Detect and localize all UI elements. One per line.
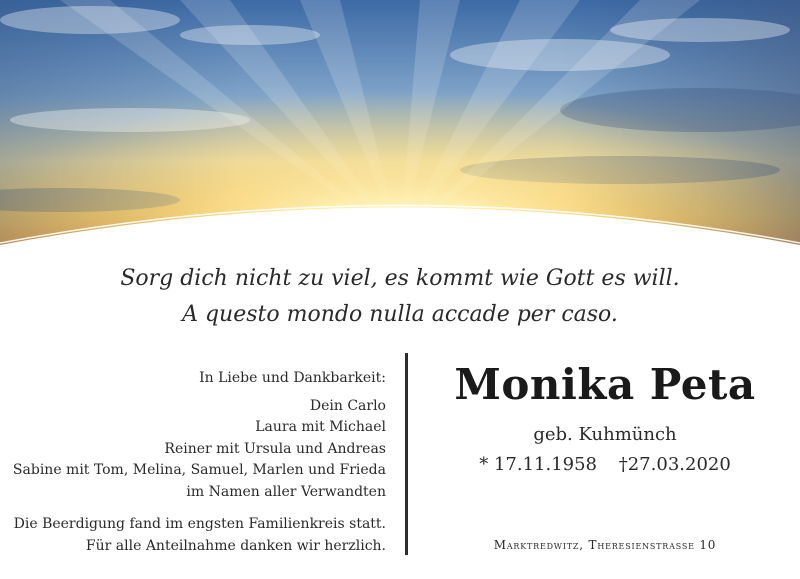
mourner-line: im Namen aller Verwandten [186,483,386,500]
birth-star-icon: * [479,454,489,475]
death-date: 27.03.2020 [627,454,731,475]
mourner-line: Dein Carlo [309,397,386,414]
vertical-divider [405,353,408,555]
mourners-intro: In Liebe und Dankbarkeit: [199,370,386,386]
closing-line: Für alle Anteilnahme danken wir herzlich. [85,537,386,554]
mourners-block [10,368,386,554]
mourner-line: Reiner mit Ursula und Andreas [164,440,386,457]
birth-date-group [479,454,603,475]
death-date-group [619,454,731,475]
mourner-line: Laura mit Michael [255,419,386,435]
deceased-name: Monika Peta [454,360,756,409]
death-cross-icon: † [618,454,628,475]
closing-line: Die Beerdigung fand im engsten Familienkreis statt. [13,516,386,532]
closing-note [10,514,386,557]
birth-date: 17.11.1958 [493,454,597,475]
address: Marktredwitz, Theresienstrasse 10 [493,538,717,552]
header-sky-image [0,0,800,270]
birth-name: geb. Kuhmünch [533,424,677,445]
mourner-line: Sabine mit Tom, Melina, Samuel, Marlen und Frieda [12,462,386,478]
quote-line-1: Sorg dich nicht zu viel, es kommt wie Gott es will. [120,266,680,291]
life-dates [430,454,780,475]
quote-line-2: A questo mondo nulla accade per caso. [182,302,618,327]
